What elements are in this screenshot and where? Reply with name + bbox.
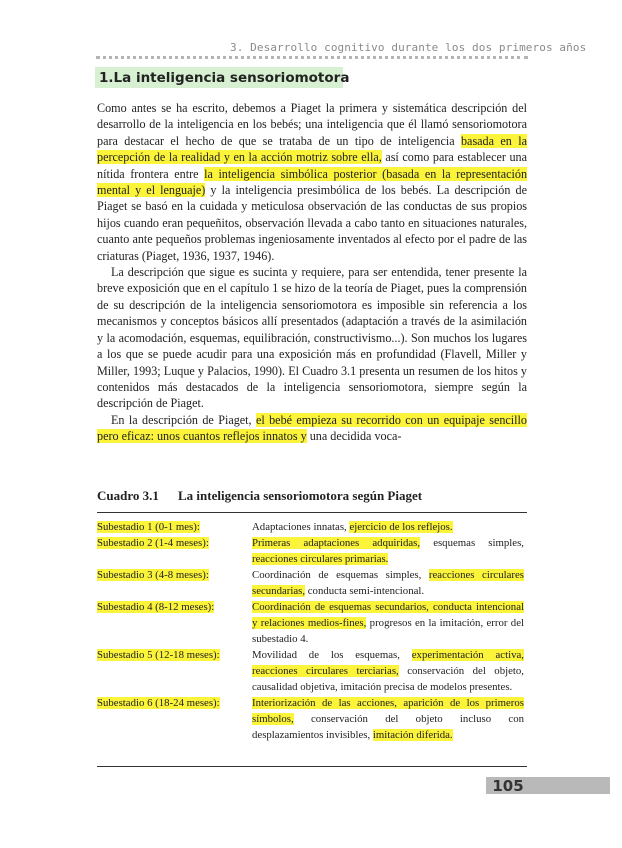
table-bottom-rule <box>97 766 527 767</box>
body-text <box>97 100 527 445</box>
stage-description <box>252 647 524 695</box>
stage-description <box>252 519 524 535</box>
text-run: una decidida voca- <box>306 429 402 444</box>
table-row <box>97 567 527 599</box>
paragraph-2 <box>97 264 527 412</box>
text-run: conservación del objeto, causalidad objetiva, imitación precisa de modelos presentes. <box>252 665 524 693</box>
table-row <box>97 695 527 743</box>
paragraph-3 <box>97 412 527 445</box>
stage-description <box>252 695 524 743</box>
table-caption <box>97 488 527 504</box>
header-divider <box>96 56 528 59</box>
stage-label: Subestadio 3 (4-8 meses): <box>97 569 209 581</box>
section-title: La inteligencia sensoriomotora <box>113 69 350 86</box>
highlighted-text: Primeras adaptaciones adquiridas, <box>252 537 421 549</box>
highlighted-text: reacciones circulares secundarias, <box>252 569 524 597</box>
table-top-rule <box>97 512 527 513</box>
page-number: 105 <box>492 776 524 795</box>
paragraph-1 <box>97 100 527 264</box>
highlighted-text: experimentación activa, reacciones circulares terciarias, <box>252 649 524 677</box>
text-run: así como para establecer una nítida frontera entre <box>97 150 527 181</box>
highlighted-text: el bebé empieza su recorrido con un equipaje sencillo pero eficaz: unos cuantos reflejos innatos y <box>97 412 527 444</box>
text-run: Como antes se ha escrito, debemos a Piaget la primera y sistemática descripción del desarrollo de la inteligencia en los bebés; una inteligencia que él llamó sensoriomotora para destacar el hecho de que se trataba de un tipo de inteligencia <box>97 101 527 148</box>
text-run: y la inteligencia presimbólica de los bebés. La descripción de Piaget se basó en la cuidada y meticulosa observación de las conductas de sus propios hijos cuando eran pequeñitos, observación llevada a cabo tanto en situaciones naturales, cuanto ante pequeños problemas ingeniosamente inventados al efecto por el padre de las criaturas (Piaget, 1936, 1937, 1946). <box>97 183 527 263</box>
stage-description <box>252 567 524 599</box>
table-row <box>97 647 527 695</box>
table-row <box>97 519 527 535</box>
table-number: Cuadro 3.1 <box>97 488 159 503</box>
text-run: Coordinación de esquemas simples, <box>252 569 429 581</box>
stage-table <box>97 519 527 743</box>
stage-label: Subestadio 6 (18-24 meses): <box>97 697 220 709</box>
highlighted-text: reacciones circulares primarias. <box>252 553 389 565</box>
highlighted-text: imitación diferida. <box>372 729 453 741</box>
highlighted-text: Coordinación de esquemas secundarios, conducta intencional y relaciones medios-fines, <box>252 601 524 629</box>
text-run: Adaptaciones innatas, <box>252 521 350 533</box>
stage-label: Subestadio 2 (1-4 meses): <box>97 537 209 549</box>
table-row <box>97 599 527 647</box>
highlighted-text: Interiorización de las acciones, aparición de los primeros símbolos, <box>252 697 524 725</box>
running-head: 3. Desarrollo cognitivo durante los dos primeros años <box>230 41 587 54</box>
text-run: Movilidad de los esquemas, <box>252 649 412 661</box>
section-number: 1. <box>99 69 114 86</box>
highlighted-text: basada en la percepción de la realidad y en la acción motriz sobre ella, <box>97 133 527 165</box>
stage-description <box>252 599 524 647</box>
highlighted-text: la inteligencia simbólica posterior (basada en la representación mental y el lenguaje) <box>97 166 528 198</box>
text-run: esquemas simples, <box>420 537 524 549</box>
stage-label: Subestadio 4 (8-12 meses): <box>97 601 215 613</box>
highlighted-text: ejercicio de los reflejos. <box>349 521 453 533</box>
table-row <box>97 535 527 567</box>
stage-label: Subestadio 5 (12-18 meses): <box>97 649 220 661</box>
section-heading <box>95 67 350 88</box>
text-run: conducta semi-intencional. <box>305 585 425 597</box>
text-run: conservación del objeto incluso con desplazamientos invisibles, <box>252 713 524 741</box>
text-run: La descripción que sigue es sucinta y requiere, para ser entendida, tener presente la breve exposición que en el capítulo 1 se hizo de la teoría de Piaget, pues la comprensión de su descripción de la inteligencia sensoriomotora es imposible sin referencia a los mecanismos y conceptos básicos allí presentados (adaptación a través de la asimilación y la acomodación, esquemas, equilibración, constructivismo...). Son muchos los lugares a los que se puede acudir para una exposición más en profundidad (Flavell, Miller y Miller, 1993; Luque y Palacios, 1990). El Cuadro 3.1 presenta un resumen de los hitos y contenidos más destacados de la inteligencia sensoriomotora, siempre según la descripción de Piaget. <box>97 265 527 411</box>
text-run: En la descripción de Piaget, <box>111 412 256 427</box>
text-run: progresos en la imitación, error del subestadio 4. <box>252 617 524 645</box>
stage-label: Subestadio 1 (0-1 mes): <box>97 521 200 533</box>
table-title: La inteligencia sensoriomotora según Piaget <box>178 488 423 503</box>
stage-description <box>252 535 524 567</box>
